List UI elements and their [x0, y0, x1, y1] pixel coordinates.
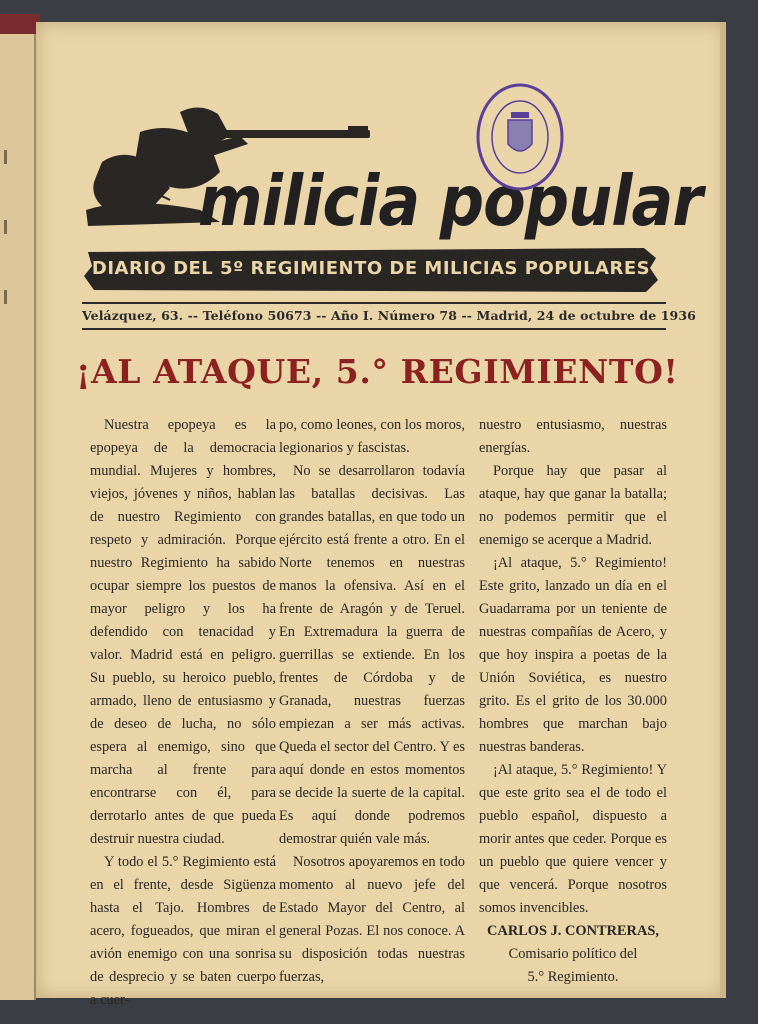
article-column-2: [279, 414, 465, 989]
masthead-title: milicia popular: [198, 160, 702, 242]
article-paragraph: Nosotros apoyaremos en todo momento al nuevo jefe del Estado Mayor del Centro, al general Pozas. El nos conoce. A su disposición todas nuestras fuerzas,: [279, 854, 465, 985]
article-column-3: [479, 414, 667, 989]
adjacent-page-edge: [0, 30, 36, 1000]
newspaper-page: [36, 22, 726, 1008]
article-paragraph: po, como leones, con los moros, legionarios y fascistas.: [279, 417, 465, 456]
signature-name: CARLOS J. CONTRERAS,: [487, 923, 659, 939]
signature-role: Comisario político del: [508, 946, 638, 962]
bookmark-tab: [0, 14, 40, 34]
article-paragraph: Porque hay que pasar al ataque, hay que ganar la batalla; no podemos permitir que el enemigo se acerque a Madrid.: [479, 463, 667, 548]
headline: ¡AL ATAQUE, 5.° REGIMIENTO!: [76, 352, 679, 391]
subtitle-banner-text-wrap: [84, 246, 658, 294]
article-column-1: [90, 414, 276, 1012]
top-rule: [82, 302, 666, 304]
masthead: [80, 82, 702, 272]
masthead-subtitle: DIARIO DEL 5º REGIMIENTO DE MILICIAS POPULARES: [91, 258, 651, 279]
article-paragraph: ¡Al ataque, 5.° Regimiento! Este grito, lanzado un día en el Guadarrama por un teniente de nuestras compañías de Acero, y que hoy inspira a poetas de la Unión Soviética, es nuestro grito. Es el grito de los 30.000 hombres que marchan bajo nuestras banderas.: [479, 555, 667, 755]
article-paragraph: ¡Al ataque, 5.° Regimiento! Y que este grito sea el de todo el pueblo español, dispuesto a morir antes que ceder. Porque es un pueblo que quiere vencer y que vencerá. Porque nosotros somos invencibles.: [479, 762, 667, 916]
article-paragraph: Nuestra epopeya es la epopeya de la democracia mundial. Mujeres y hombres, viejos, jóvenes y niños, hablan de nuestro Regimiento con respeto y admiración. Porque nuestro Regimiento ha sabido ocupar siempre los puestos de mayor peligro y los ha defendido con tenacidad y valor. Madrid está en peligro. Su pueblo, su heroico pueblo, armado, lleno de entusiasmo y de deseo de lucha, no sólo espera al enemigo, sino que marcha al frente para encontrarse con él, para derrotarlo antes de que pueda destruir nuestra ciudad.: [90, 417, 276, 847]
bottom-rule: [82, 328, 666, 330]
article-paragraph: Y todo el 5.° Regimiento está en el frente, desde Sigüenza hasta el Tajo. Hombres de acero, fogueados, que miran el avión enemigo con una sonrisa de desprecio y se baten cuerpo a cuer-: [90, 854, 276, 1008]
signature-unit: 5.° Regimiento.: [527, 969, 619, 985]
article-paragraph: No se desarrollaron todavía las batallas decisivas. Las grandes batallas, en que todo un ejército está frente a otro. En el Norte tenemos en nuestras manos la ofensiva. Así en el frente de Aragón y de Teruel. En Extremadura la guerra de guerrillas se extiende. En los frentes de Córdoba y de Granada, nuestras fuerzas empiezan a ser más activas. Queda el sector del Centro. Y es aquí donde en estos momentos se decide la suerte de la capital. Es aquí donde podremos demostrar quién vale más.: [279, 463, 465, 847]
page-fold-shadow: [720, 22, 726, 998]
signature-block: [479, 920, 667, 989]
issue-info-line: Velázquez, 63. -- Teléfono 50673 -- Año I. Número 78 -- Madrid, 24 de octubre de 1936: [82, 308, 696, 323]
library-stamp: [475, 82, 565, 192]
article-paragraph: nuestro entusiasmo, nuestras energías.: [479, 417, 667, 456]
